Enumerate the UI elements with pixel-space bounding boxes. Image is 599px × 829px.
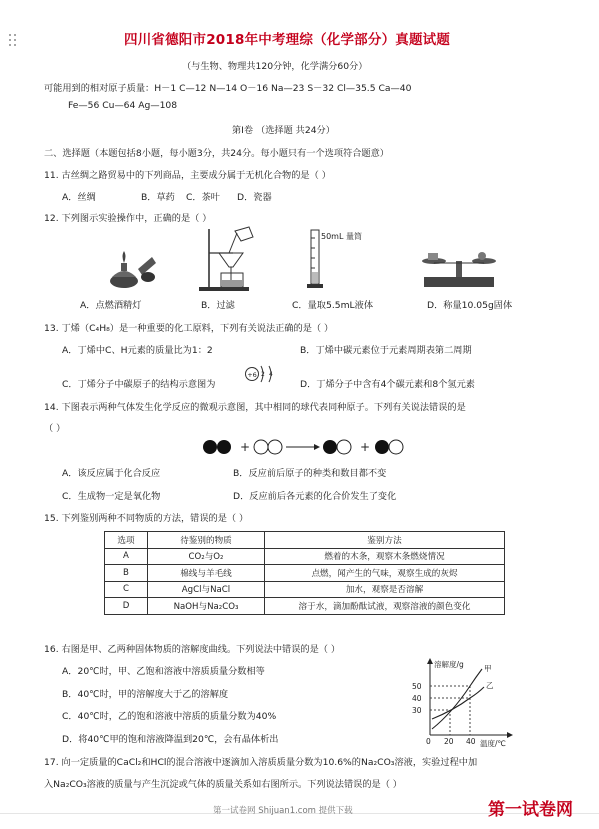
q14-stem: 14. 下图表示两种气体发生化学反应的微观示意图，其中相同的球代表同种原子。下列有关说法错误的是 <box>44 402 466 413</box>
table-cell: 棉线与羊毛线 <box>148 565 265 582</box>
q12-option-d: D．称量10.05g固体 <box>427 300 513 311</box>
table-header-row <box>105 532 505 549</box>
curve-jia <box>432 669 482 729</box>
q17-line2: 入Na₂CO₃溶液的质量与产生沉淀或气体的质量关系如右图所示。下列说法错误的是（ ） <box>44 779 402 790</box>
graph-ytick: 40 <box>412 694 422 703</box>
table-cell: AgCl与NaCl <box>148 581 265 598</box>
graph-xtick: 40 <box>466 737 476 746</box>
q11-option-a: A．丝绸 <box>62 192 96 203</box>
graph-xtick: 20 <box>444 737 454 746</box>
table-row <box>105 581 505 598</box>
q13-stem: 13. 丁烯（C₄H₈）是一种重要的化工原料，下列有关说法正确的是（ ） <box>44 323 334 334</box>
filtration-figure <box>197 225 259 293</box>
q12-option-a: A．点燃酒精灯 <box>80 300 142 311</box>
q16-option-c: C．40℃时，乙的饱和溶液中溶质的质量分数为40% <box>62 711 277 722</box>
footer-text: 第一试卷网 Shijuan1.com 提供下载 <box>213 806 353 816</box>
reaction-diagram-figure <box>200 436 410 458</box>
q11-stem: 11. 古丝绸之路贸易中的下列商品，主要成分属于无机化合物的是（ ） <box>44 170 331 181</box>
graph-ytick: 50 <box>412 682 422 691</box>
q12-option-b: B．过滤 <box>201 300 235 311</box>
table-cell: 加水，观察是否溶解 <box>265 581 505 598</box>
table-header-cell: 鉴别方法 <box>265 532 505 549</box>
table-cell: 燃着的木条，观察木条燃烧情况 <box>265 548 505 565</box>
svg-text:+: + <box>360 440 371 454</box>
table-row <box>105 598 505 615</box>
q14-option-a: A．该反应属于化合反应 <box>62 468 161 479</box>
atom-shell-2: 4 <box>269 371 273 378</box>
graph-xlabel: 温度/℃ <box>480 739 506 747</box>
q11-option-b: B．草药 <box>141 192 175 203</box>
q14-option-d: D．反应前后各元素的化合价发生了变化 <box>233 491 397 502</box>
page-title: 四川省德阳市2018年中考理综（化学部分）真题试题 <box>124 32 451 48</box>
balance-figure <box>420 247 498 291</box>
section-heading: 二、选择题（本题包括8小题，每小题3分，共24分。每小题只有一个选项符合题意） <box>44 148 389 159</box>
atom-nucleus-label: +6 <box>247 371 257 379</box>
q15-table <box>104 531 505 615</box>
q13-option-d: D．丁烯分子中含有4个碳元素和8个氢元素 <box>300 379 475 390</box>
cylinder-label: 50mL 量筒 <box>321 232 362 241</box>
table-cell: D <box>105 598 148 615</box>
q11-option-c: C．茶叶 <box>186 192 220 203</box>
q15-stem: 15. 下列鉴别两种不同物质的方法，错误的是（ ） <box>44 513 249 524</box>
table-cell: NaOH与Na₂CO₃ <box>148 598 265 615</box>
table-cell: B <box>105 565 148 582</box>
graph-ytick: 30 <box>412 706 422 715</box>
q13-option-b: B．丁烯中碳元素位于元素周期表第二周期 <box>300 345 472 356</box>
q16-option-a: A．20℃时，甲、乙饱和溶液中溶质质量分数相等 <box>62 666 265 677</box>
atomic-masses-line1: 可能用到的相对原子质量：H－1 C—12 N—14 O－16 Na—23 S－32 Cl—35.5 Ca—40 <box>44 83 412 94</box>
solubility-curve-figure <box>404 655 522 747</box>
table-row <box>105 548 505 565</box>
table-header-cell: 选项 <box>105 532 148 549</box>
q13-option-c: C．丁烯分子中碳原子的结构示意图为 <box>62 379 216 390</box>
drag-handle-icon[interactable] <box>9 34 23 48</box>
q13-option-a: A．丁烯中C、H元素的质量比为1：2 <box>62 345 213 356</box>
atom-shell-1: 2 <box>261 371 265 378</box>
q16-option-d: D．将40℃甲的饱和溶液降温到20℃，会有晶体析出 <box>62 734 279 745</box>
q14-stem-cont: （ ） <box>44 423 66 434</box>
table-cell: A <box>105 548 148 565</box>
table-cell: CO₂与O₂ <box>148 548 265 565</box>
table-header-cell: 待鉴别的物质 <box>148 532 265 549</box>
table-cell: 点燃，闻产生的气味，观察生成的灰烬 <box>265 565 505 582</box>
q11-option-d: D．瓷器 <box>237 192 272 203</box>
graph-xtick: 0 <box>426 737 431 746</box>
table-cell: 溶于水，滴加酚酞试液，观察溶液的颜色变化 <box>265 598 505 615</box>
brand-logo[interactable]: 第一试卷网 <box>488 800 573 820</box>
graph-ylabel: 溶解度/g <box>434 660 464 669</box>
q17-line1: 17. 向一定质量的CaCl₂和HCl的混合溶液中逐滴加入溶质质量分数为10.6%的Na₂CO₃溶液，实验过程中加 <box>44 757 478 768</box>
svg-text:+: + <box>240 440 251 454</box>
q12-option-c: C．量取5.5mL液体 <box>292 300 374 311</box>
q12-stem: 12. 下列图示实验操作中，正确的是（ ） <box>44 213 212 224</box>
alcohol-lamp-figure <box>100 247 158 291</box>
table-row <box>105 565 505 582</box>
q16-option-b: B．40℃时，甲的溶解度大于乙的溶解度 <box>62 689 229 700</box>
subtitle: （与生物、物理共120分钟，化学满分60分） <box>182 61 368 72</box>
carbon-atom-structure-figure <box>244 364 278 392</box>
table-cell: C <box>105 581 148 598</box>
q16-stem: 16. 右图是甲、乙两种固体物质的溶解度曲线。下列说法中错误的是（ ） <box>44 644 341 655</box>
atomic-masses-line2: Fe—56 Cu—64 Ag—108 <box>68 100 178 111</box>
graph-series-label: 乙 <box>486 681 494 690</box>
q14-option-c: C．生成物一定是氧化物 <box>62 491 161 502</box>
part-heading: 第Ⅰ卷 （选择题 共24分） <box>232 125 335 136</box>
q14-option-b: B．反应前后原子的种类和数目都不变 <box>233 468 387 479</box>
graph-series-label: 甲 <box>484 664 492 673</box>
